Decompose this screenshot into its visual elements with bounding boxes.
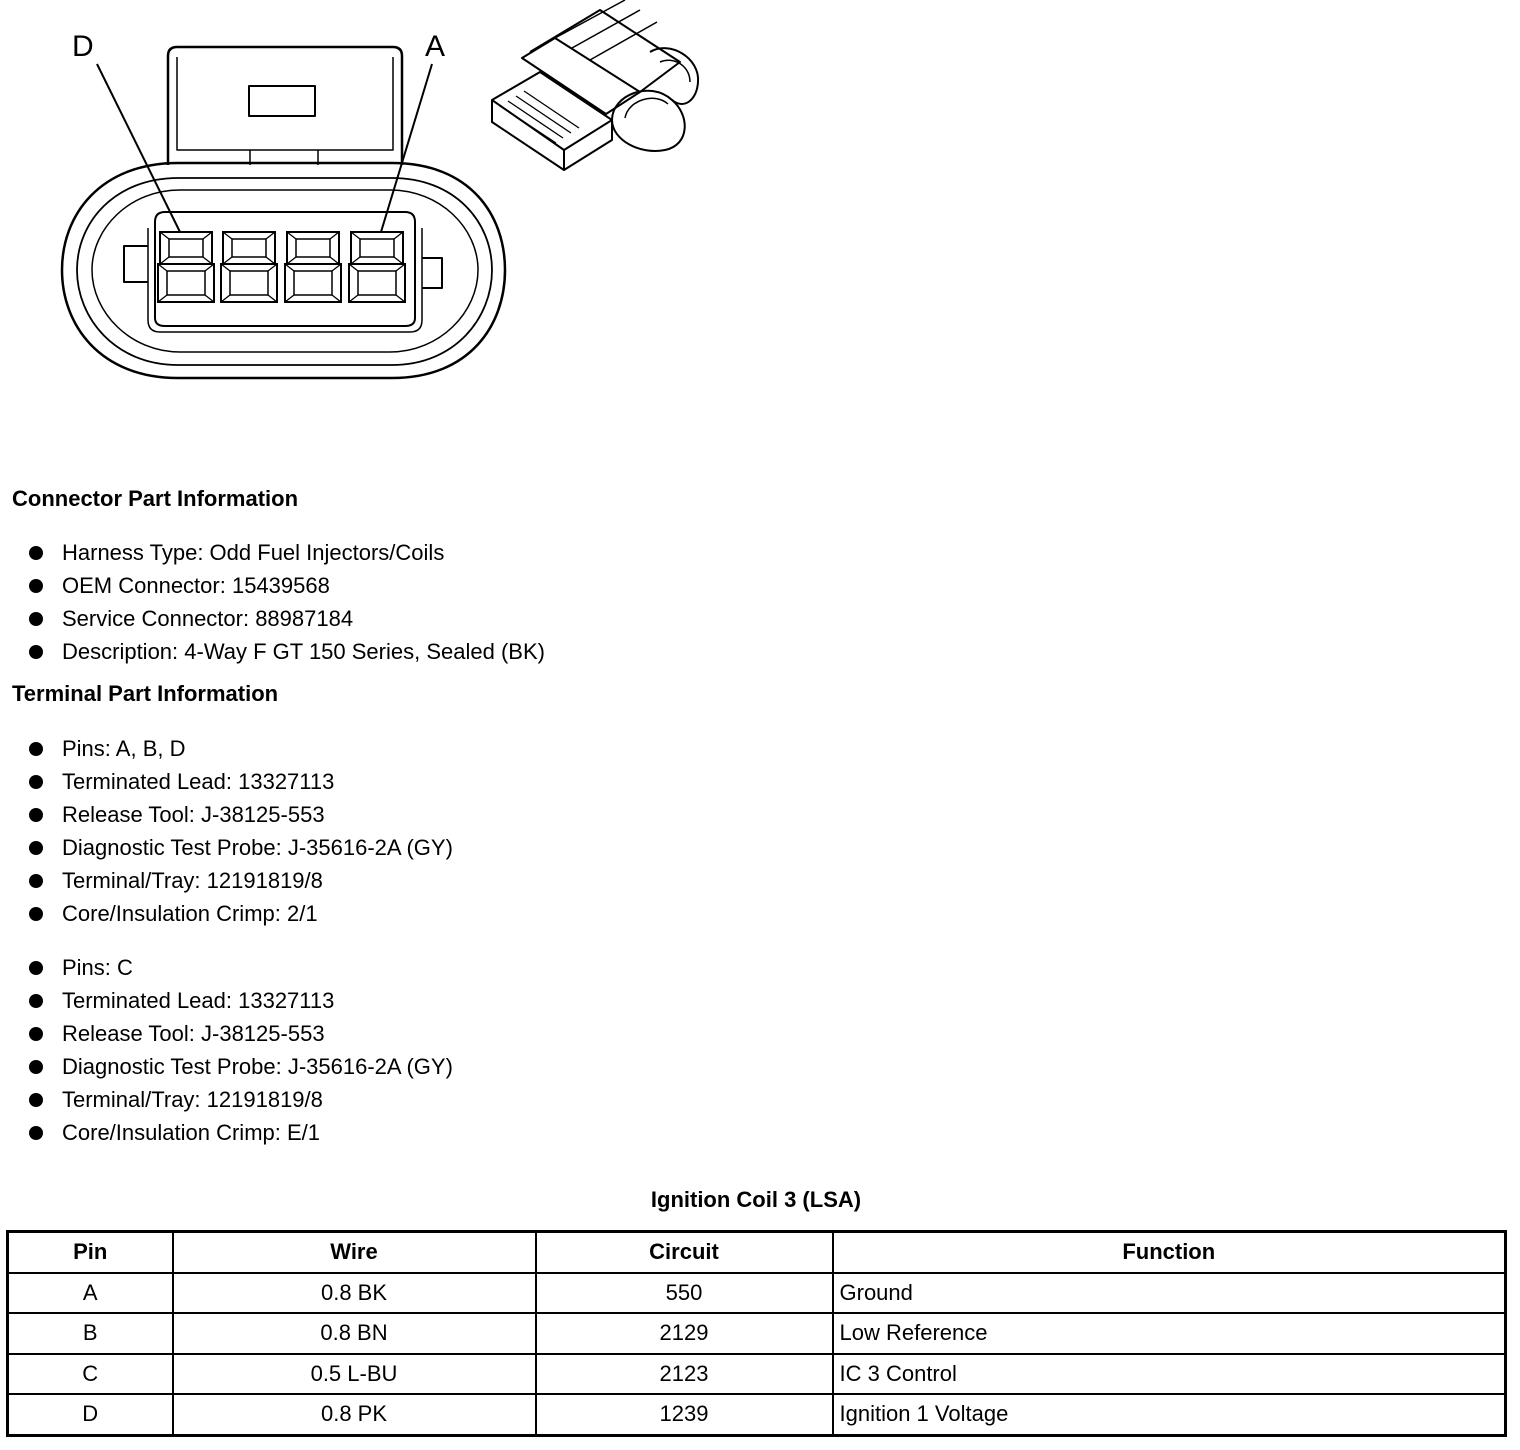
pin-table xyxy=(6,1230,1507,1437)
cell-pin: C xyxy=(8,1354,173,1395)
header-pin: Pin xyxy=(8,1232,173,1273)
cell-wire: 0.8 BN xyxy=(173,1313,536,1354)
bullet-icon xyxy=(29,1126,43,1140)
cell-circuit: 1239 xyxy=(536,1394,833,1435)
bullet-icon xyxy=(29,907,43,921)
bullet-icon xyxy=(29,546,43,560)
list-item-text: Diagnostic Test Probe: J-35616-2A (GY) xyxy=(62,835,453,860)
list-item xyxy=(26,732,453,765)
list-item xyxy=(26,831,453,864)
list-item xyxy=(26,984,453,1017)
connector-latch xyxy=(168,47,402,165)
terminal-part-info-list-2 xyxy=(26,951,453,1149)
cell-circuit: 2123 xyxy=(536,1354,833,1395)
cell-wire: 0.8 BK xyxy=(173,1273,536,1314)
bullet-icon xyxy=(29,612,43,626)
list-item-text: Core/Insulation Crimp: E/1 xyxy=(62,1120,320,1145)
connector-3d-view xyxy=(492,0,698,170)
connector-part-info-list xyxy=(26,536,545,668)
list-item xyxy=(26,1017,453,1050)
cell-function: IC 3 Control xyxy=(833,1354,1506,1395)
cell-wire: 0.5 L-BU xyxy=(173,1354,536,1395)
header-wire: Wire xyxy=(173,1232,536,1273)
label-d: D xyxy=(72,30,94,63)
table-row xyxy=(8,1313,1506,1354)
label-a: A xyxy=(425,30,446,63)
bullet-icon xyxy=(29,1060,43,1074)
list-item-text: Service Connector: 88987184 xyxy=(62,606,354,631)
terminal-cavity xyxy=(287,232,339,264)
cell-function: Ignition 1 Voltage xyxy=(833,1394,1506,1435)
cell-pin: B xyxy=(8,1313,173,1354)
list-item xyxy=(26,602,545,635)
terminal-part-info-list-1 xyxy=(26,732,453,930)
list-item-text: Terminated Lead: 13327113 xyxy=(62,769,335,794)
header-function: Function xyxy=(833,1232,1506,1273)
terminal-cavity xyxy=(221,264,277,302)
table-row xyxy=(8,1273,1506,1314)
list-item-text: Description: 4-Way F GT 150 Series, Sealed (BK) xyxy=(62,639,545,664)
terminal-cavity xyxy=(158,264,214,302)
cell-function: Ground xyxy=(833,1273,1506,1314)
cell-pin: D xyxy=(8,1394,173,1435)
list-item-text: Diagnostic Test Probe: J-35616-2A (GY) xyxy=(62,1054,453,1079)
list-item xyxy=(26,536,545,569)
bullet-icon xyxy=(29,994,43,1008)
connector-part-info-title: Connector Part Information xyxy=(12,486,299,511)
list-item xyxy=(26,1050,453,1083)
bullet-icon xyxy=(29,579,43,593)
list-item xyxy=(26,798,453,831)
bullet-icon xyxy=(29,808,43,822)
bullet-icon xyxy=(29,841,43,855)
bullet-icon xyxy=(29,1027,43,1041)
bullet-icon xyxy=(29,645,43,659)
list-item xyxy=(26,864,453,897)
terminal-cavity xyxy=(351,232,403,264)
header-circuit: Circuit xyxy=(536,1232,833,1273)
list-item-text: Release Tool: J-38125-553 xyxy=(62,802,325,827)
table-caption: Ignition Coil 3 (LSA) xyxy=(650,1187,862,1212)
bullet-icon xyxy=(29,742,43,756)
cell-circuit: 2129 xyxy=(536,1313,833,1354)
list-item xyxy=(26,951,453,984)
bullet-icon xyxy=(29,874,43,888)
table-row xyxy=(8,1354,1506,1395)
bullet-icon xyxy=(29,1093,43,1107)
connector-body xyxy=(62,163,505,378)
table-row xyxy=(8,1394,1506,1435)
bullet-icon xyxy=(29,775,43,789)
cell-circuit: 550 xyxy=(536,1273,833,1314)
terminal-part-info-title: Terminal Part Information xyxy=(12,681,279,706)
list-item-text: Terminal/Tray: 12191819/8 xyxy=(62,868,323,893)
list-item-text: Pins: A, B, D xyxy=(62,736,186,761)
cell-wire: 0.8 PK xyxy=(173,1394,536,1435)
list-item-text: Core/Insulation Crimp: 2/1 xyxy=(62,901,318,926)
list-item xyxy=(26,1083,453,1116)
cell-pin: A xyxy=(8,1273,173,1314)
cell-function: Low Reference xyxy=(833,1313,1506,1354)
list-item-text: Pins: C xyxy=(62,955,133,980)
list-item-text: Harness Type: Odd Fuel Injectors/Coils xyxy=(62,540,445,565)
terminal-cavity xyxy=(160,232,212,264)
terminal-cavity xyxy=(349,264,405,302)
list-item-text: Terminal/Tray: 12191819/8 xyxy=(62,1087,323,1112)
terminal-cavity xyxy=(285,264,341,302)
list-item-text: Terminated Lead: 13327113 xyxy=(62,988,335,1013)
list-item-text: OEM Connector: 15439568 xyxy=(62,573,330,598)
table-header-row xyxy=(8,1232,1506,1273)
list-item xyxy=(26,765,453,798)
connector-diagram xyxy=(0,0,720,400)
leader-line-a xyxy=(381,64,432,232)
list-item-text: Release Tool: J-38125-553 xyxy=(62,1021,325,1046)
list-item xyxy=(26,635,545,668)
terminal-cavity xyxy=(223,232,275,264)
list-item xyxy=(26,1116,453,1149)
list-item xyxy=(26,897,453,930)
list-item xyxy=(26,569,545,602)
bullet-icon xyxy=(29,961,43,975)
